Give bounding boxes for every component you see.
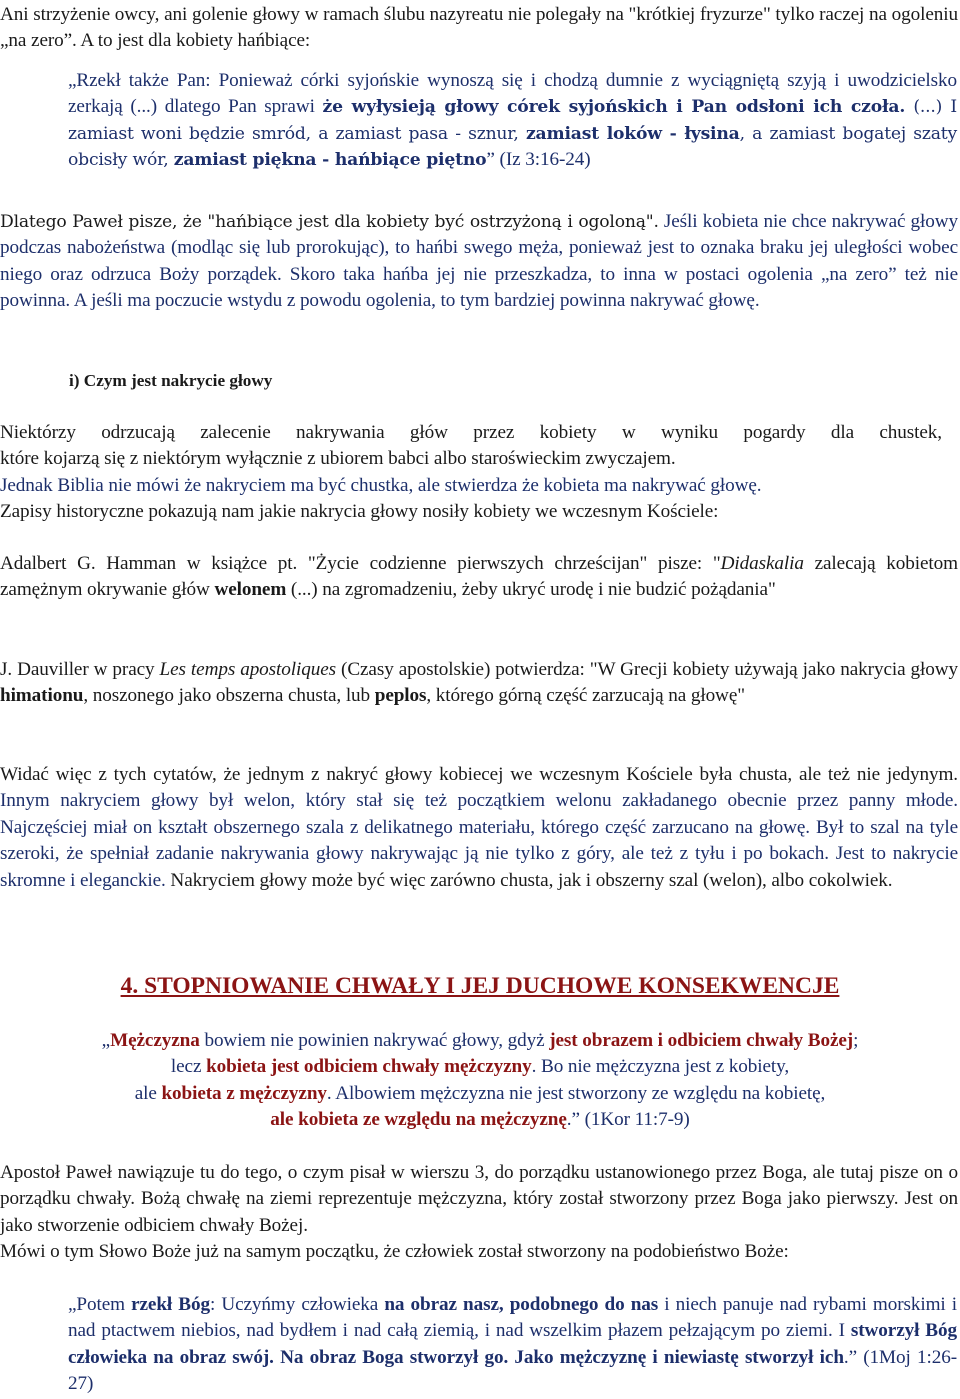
paragraph-text: Innym nakryciem głowy był welon, który stał się też początkiem welonu zakładanego obecnie przez panny młode. Najczęściej miał on kształt obszernego szala z delikatnego materiału, którego część zarzucano na głowę. Był to szal na tyle szeroki, że spełniał zadanie nakrywania głowy nakrywając ją nie tylko z góry, ale też z tyłu i po bokach. Jest to nakrycie skromne i eleganckie. — [0, 790, 958, 891]
quote-corinthians — [0, 1028, 960, 1134]
paragraph-line: Jednak Biblia nie mówi że nakryciem ma być chustka, ale stwierdza że kobieta ma nakrywać głowę. — [0, 474, 762, 496]
quote-text: . Albowiem mężczyzna nie jest stworzony ze względu na kobietę, — [326, 1082, 826, 1104]
paragraph-glory-order — [0, 1160, 958, 1266]
paragraph-text: Apostoł Paweł nawiązuje tu do tego, o czym pisał w wierszu 3, do porządku ustanowionego przez Boga, ale tutaj pisze on o porządku chwały. Bożą chwałę na ziemi reprezentuje mężczyzna, który został stworzony przez Boga jako pierwszy. Jest on jako stworzenie odbiciem chwały Bożej. — [0, 1162, 958, 1236]
quote-text: i niech panuje nad rybami morskimi i nad ptactwem niebios, nad bydłem i nad całą ziemią, i nad wszelkim płazem pełzającym po ziemi. I — [68, 1294, 957, 1342]
quote-reference: ” (Iz 3:16-24) — [486, 149, 591, 171]
paragraph-text: Dlatego Paweł pisze, że "hańbiące jest dla kobiety być ostrzyżoną i ogoloną". — [0, 212, 659, 232]
heading-what-is-head-covering — [69, 368, 272, 394]
quote-text: (...) I zamiast woni będzie smród, a zamiast pasa - sznur, — [68, 97, 957, 144]
paragraph-conclusion — [0, 762, 958, 894]
paragraph-text: , noszonego jako obszerna chusta, lub — [83, 685, 375, 707]
quote-emphasis: ale kobieta ze względu na mężczyznę — [270, 1109, 567, 1131]
paragraph-line: Niektórzy odrzucają zalecenie nakrywania głów przez kobiety w wyniku pogardy dla chustek, — [0, 422, 942, 443]
quote-emphasis: że wyłysieją głowy córek syjońskich i Pan odsłoni ich czoła. — [322, 97, 906, 118]
quote-text: , a zamiast bogatej szaty obcisły wór, — [68, 123, 958, 171]
quote-text: „Rzekł także Pan: Ponieważ córki syjońskie wynoszą się i chodzą dumnie z wyciągniętą szyją i uwodzicielsko zerkają (...) dlatego Pan sprawi — [68, 70, 957, 118]
book-title: Les temps apostoliques — [159, 659, 337, 680]
book-title: Didaskalia — [720, 553, 804, 574]
paragraph-text: (Czasy apostolskie) potwierdza: "W Grecji kobiety używają jako nakrycia głowy — [336, 659, 959, 680]
quote-emphasis: rzekł Bóg — [131, 1294, 210, 1315]
paragraph-text: Jeśli kobieta nie chce nakrywać głowy podczas nabożeństwa (modląc się lub prorokując), to hańbi swego męża, ponieważ jest to oznaka braku jej uległości wobec niego oraz odrzuca Boży porządek. Skoro taka hańba jej nie przeszkadza, to inna w postaci ogolenia „na zero” też nie powinna. A jeśli ma poczucie wstydu z powodu ogolenia, to tym bardziej powinna nakrywać głowę. — [0, 211, 958, 312]
heading-text: i) Czym jest nakrycie głowy — [69, 371, 273, 390]
quote-text: lecz — [170, 1056, 207, 1078]
quote-isaiah — [68, 68, 957, 174]
emphasis: peplos — [374, 685, 427, 707]
quote-line — [0, 1107, 960, 1133]
quote-emphasis: jest obrazem i odbiciem chwały Bożej — [549, 1030, 854, 1051]
quote-text: bowiem nie powinien nakrywać głowy, gdyż — [199, 1030, 550, 1051]
paragraph-line: Zapisy historyczne pokazują nam jakie nakrycia głowy nosiły kobiety we wczesnym Kościele: — [0, 501, 719, 523]
quote-genesis — [68, 1292, 957, 1398]
quote-emphasis: stworzył Bóg człowieka na obraz swój. Na obraz Boga stworzył go. Jako mężczyznę i niewiastę stworzył ich — [68, 1320, 957, 1368]
quote-line — [0, 1028, 960, 1054]
quote-emphasis: kobieta z mężczyzny — [161, 1082, 327, 1104]
paragraph-text: Mówi o tym Słowo Boże już na samym początku, że człowiek został stworzony na podobieństwo Boże: — [0, 1241, 789, 1263]
quote-text: „Potem — [68, 1294, 132, 1315]
quote-emphasis: kobieta jest odbiciem chwały mężczyzny — [206, 1056, 532, 1078]
paragraph-scarves — [0, 420, 958, 526]
paragraph-text: (...) na zgromadzeniu, żeby ukryć urodę i nie budzić pożądania" — [286, 579, 776, 601]
paragraph-dauviller — [0, 657, 958, 710]
paragraph-text: J. Dauviller w pracy — [0, 659, 160, 680]
quote-text: . Bo nie mężczyzna jest z kobiety, — [531, 1056, 790, 1078]
quote-line — [0, 1054, 960, 1080]
emphasis: himationu — [0, 685, 84, 707]
paragraph-text: Nakryciem głowy może być więc zarówno chusta, jak i obszerny szal (welon), albo cokolwiek. — [165, 869, 893, 891]
paragraph-hamman — [0, 551, 958, 604]
quote-text: ale — [134, 1082, 162, 1104]
section-title: 4. STOPNIOWANIE CHWAŁY I JEJ DUCHOWE KONSEKWENCJE — [120, 973, 840, 999]
paragraph-nazirite — [0, 2, 958, 55]
paragraph-line: które kojarzą się z niektórym wyłącznie z ubiorem babci albo staroświeckim zwyczajem. — [0, 448, 676, 470]
quote-text: : Uczyńmy człowieka — [209, 1294, 385, 1315]
quote-emphasis: zamiast piękna - hańbiące piętno — [173, 150, 487, 171]
quote-line — [0, 1081, 960, 1107]
section-heading-4 — [0, 971, 960, 1001]
paragraph-text: Widać więc z tych cytatów, że jednym z nakryć głowy kobiecej we wczesnym Kościele była chusta, ale też nie jedynym. — [0, 764, 958, 785]
emphasis: welonem — [214, 579, 287, 601]
quote-emphasis: zamiast loków - łysina — [525, 123, 740, 144]
quote-text: „ — [101, 1030, 111, 1051]
paragraph-text: Adalbert G. Hamman w książce pt. "Życie codzienne pierwszych chrześcijan" pisze: " — [0, 553, 721, 574]
quote-reference: .” (1Kor 11:7-9) — [566, 1109, 690, 1131]
quote-emphasis: na obraz nasz, podobnego do nas — [384, 1294, 659, 1315]
quote-reference: .” (1Moj 1:26-27) — [68, 1346, 957, 1395]
paragraph-text: , którego górną część zarzucają na głowę" — [426, 685, 745, 707]
paragraph-text: Ani strzyżenie owcy, ani golenie głowy w ramach ślubu nazyreatu nie polegały na "krótkiej fryzurze" tylko raczej na ogoleniu „na zero”. A to jest dla kobiety hańbiące: — [0, 4, 958, 52]
quote-emphasis: Mężczyzna — [110, 1030, 200, 1051]
paragraph-paul — [0, 209, 958, 315]
quote-text: ; — [853, 1030, 859, 1051]
paragraph-text: zalecają kobietom zamężnym okrywanie głów — [0, 553, 958, 601]
